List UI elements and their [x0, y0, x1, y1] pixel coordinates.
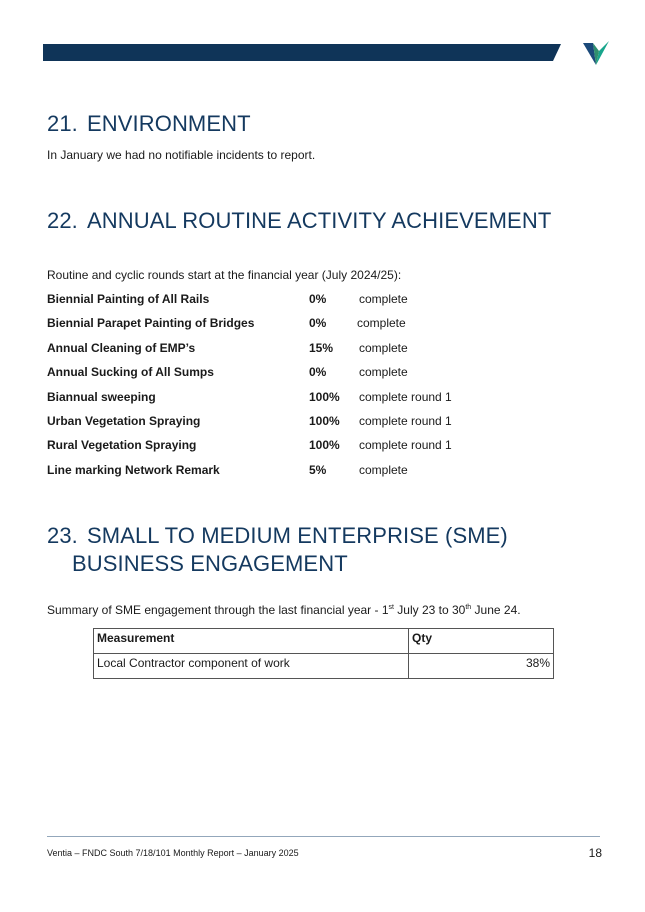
- activity-row: [47, 390, 487, 414]
- sme-table: [93, 628, 554, 679]
- footer-divider: [47, 836, 600, 837]
- activity-name: Biennial Painting of All Rails: [47, 292, 210, 306]
- activity-row: [47, 316, 487, 340]
- activity-name: Biennial Parapet Painting of Bridges: [47, 316, 255, 331]
- activity-percent: 15%: [309, 340, 334, 355]
- activity-name: Line marking Network Remark: [47, 462, 220, 477]
- footer-text: Ventia – FNDC South 7/18/101 Monthly Report – January 2025: [47, 848, 299, 858]
- activity-percent: 0%: [309, 316, 327, 331]
- activity-percent: 100%: [309, 413, 340, 428]
- activity-status: complete: [359, 340, 408, 355]
- table-row: [94, 654, 554, 679]
- table-cell-measurement: Local Contractor component of work: [94, 654, 409, 679]
- activity-row: [47, 414, 487, 438]
- activity-status: complete: [357, 316, 406, 331]
- table-header-qty: Qty: [409, 629, 554, 654]
- activity-percent: 5%: [309, 462, 327, 477]
- activity-status: complete round 1: [359, 438, 452, 453]
- table-header-measurement: Measurement: [94, 629, 409, 654]
- activity-percent: 100%: [309, 389, 340, 404]
- activity-name: Annual Sucking of All Sumps: [47, 365, 214, 380]
- activity-name: Annual Cleaning of EMP’s: [47, 340, 196, 355]
- activity-row: [47, 365, 487, 389]
- section-heading-environment: 21. ENVIRONMENT: [47, 111, 251, 136]
- activity-name: Urban Vegetation Spraying: [47, 413, 201, 428]
- page-number: 18: [588, 846, 602, 860]
- activity-status: complete: [359, 292, 408, 306]
- activity-name: Rural Vegetation Spraying: [47, 438, 197, 453]
- activity-list: [47, 292, 487, 487]
- ventia-logo-icon: [583, 41, 609, 65]
- table-cell-qty: 38%: [409, 654, 554, 679]
- activity-row: [47, 292, 487, 316]
- activity-percent: 100%: [309, 438, 340, 453]
- activity-row: [47, 341, 487, 365]
- activity-status: complete: [359, 462, 408, 477]
- table-header-row: [94, 629, 554, 654]
- routine-intro: Routine and cyclic rounds start at the financial year (July 2024/25):: [47, 268, 402, 282]
- header-banner: [43, 44, 561, 61]
- activity-status: complete round 1: [359, 389, 452, 404]
- section-heading-sme: 23. SMALL TO MEDIUM ENTERPRISE (SME) BUSINESS ENGAGEMENT: [47, 523, 508, 576]
- activity-row: [47, 438, 487, 462]
- sme-summary: Summary of SME engagement through the last financial year - 1st July 23 to 30th June 24.: [47, 603, 521, 617]
- environment-body: In January we had no notifiable incidents to report.: [47, 148, 316, 162]
- activity-row: [47, 463, 487, 487]
- activity-name: Biannual sweeping: [47, 389, 156, 404]
- activity-status: complete round 1: [359, 413, 452, 428]
- activity-status: complete: [359, 365, 408, 380]
- section-heading-routine: 22. ANNUAL ROUTINE ACTIVITY ACHIEVEMENT: [47, 208, 552, 233]
- activity-percent: 0%: [309, 365, 327, 380]
- activity-percent: 0%: [309, 292, 327, 306]
